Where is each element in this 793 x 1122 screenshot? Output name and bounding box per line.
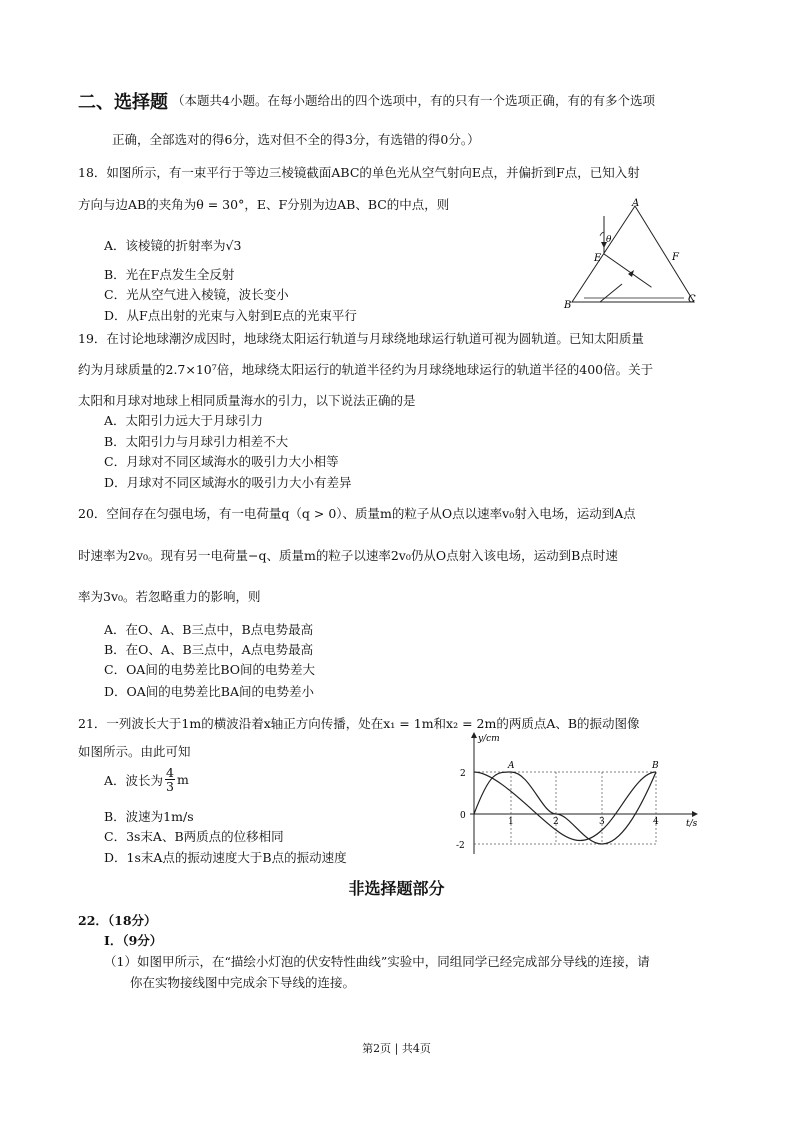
label-c: C	[688, 294, 696, 305]
ytick-2: 2	[460, 769, 466, 779]
curve-label-a: A	[508, 761, 515, 771]
ytick-0: 0	[460, 811, 466, 821]
q19-stem-line2: 约为月球质量的2.7×10⁷倍，地球绕太阳运行的轨道半径约为月球绕地球运行的轨道半径的400倍。关于	[78, 362, 654, 377]
xtick-4: 4	[653, 817, 659, 827]
q22-sub-heading: I．（9分）	[104, 933, 163, 948]
label-e: E	[594, 253, 602, 264]
q20-stem-line3: 率为3v₀。若忽略重力的影响，则	[78, 589, 261, 604]
y-axis-arrow	[471, 732, 477, 738]
q21-option-a-unit: m	[176, 772, 189, 788]
q19-stem-line3: 太阳和月球对地球上相同质量海水的引力，以下说法正确的是	[78, 393, 416, 408]
q20-option-d: D．OA间的电势差比BA间的电势差小	[104, 684, 315, 699]
section-note-line1: （本题共4小题。在每小题给出的四个选项中，有的只有一个选项正确，有的有多个选项	[172, 93, 655, 108]
q20-option-a: A．在O、A、B三点中，B点电势最高	[104, 622, 314, 637]
prism-figure	[560, 198, 710, 310]
theta-arc	[600, 232, 604, 236]
label-f: F	[672, 252, 679, 263]
q18-stem-line2: 方向与边AB的夹角为θ = 30°，E、F分别为边AB、BC的中点，则	[78, 197, 450, 212]
q21-option-b: B．波速为1m/s	[104, 809, 194, 824]
q22-item1-line1: （1）如图甲所示，在“描绘小灯泡的伏安特性曲线”实验中，同组同学已经完成部分导线的连接，请	[104, 954, 650, 969]
fraction-denominator: 3	[166, 779, 174, 795]
q18-option-c: C．光从空气进入棱镜，波长变小	[104, 287, 289, 302]
section-note-line2: 正确，全部选对的得6分，选对但不全的得3分，有选错的得0分。）	[112, 132, 480, 147]
q20-stem-line1: 20．空间存在匀强电场，有一电荷量q（q > 0）、质量m的粒子从O点以速率v₀射入电场，运动到A点	[78, 506, 636, 521]
q21-stem-line1: 21．一列波长大于1m的横波沿着x轴正方向传播，处在x₁ = 1m和x₂ = 2m的两质点A、B的振动图像	[78, 716, 640, 731]
q21-option-c: C．3s末A、B两质点的位移相同	[104, 829, 284, 844]
q21-option-a	[104, 766, 189, 793]
q21-stem-line2: 如图所示。由此可知	[78, 744, 191, 759]
q18-stem-line1: 18．如图所示，有一束平行于等边三棱镜截面ABC的单色光从空气射向E点，并偏折到F点，已知入射	[78, 165, 640, 180]
xtick-3: 3	[599, 817, 605, 827]
refracted-ray	[604, 254, 652, 287]
q22-heading: 22．（18分）	[78, 913, 157, 928]
graph-ylabel: y/cm	[478, 734, 500, 744]
label-b: B	[564, 300, 572, 310]
part2-title: 非选择题部分	[348, 879, 445, 898]
q22-item1-line2: 你在实物接线图中完成余下导线的连接。	[130, 975, 356, 990]
wave-b	[474, 772, 656, 841]
q19-option-c: C．月球对不同区域海水的吸引力大小相等	[104, 454, 339, 469]
q19-option-d: D．月球对不同区域海水的吸引力大小有差异	[104, 475, 352, 490]
fraction-numerator: 4	[166, 765, 174, 780]
q18-option-a: A．该棱镜的折射率为√3	[104, 238, 242, 253]
q20-option-c: C．OA间的电势差比BO间的电势差大	[104, 662, 316, 677]
q19-stem-line1: 19．在讨论地球潮汐成因时，地球绕太阳运行轨道与月球绕地球运行轨道可视为圆轨道。已知太阳质量	[78, 331, 644, 346]
q20-stem-line2: 时速率为2v₀。现有另一电荷量−q、质量m的粒子以速率2v₀仍从O点射入该电场，运动到B点时速	[78, 548, 618, 563]
label-a: A	[632, 198, 640, 209]
q18-option-d: D．从F点出射的光束与入射到E点的光束平行	[104, 308, 357, 323]
xtick-1: 1	[508, 817, 514, 827]
q20-option-b: B．在O、A、B三点中，A点电势最高	[104, 642, 314, 657]
xtick-2: 2	[553, 817, 559, 827]
q21-option-a-prefix: A．波长为	[104, 772, 164, 788]
q21-fraction	[165, 766, 175, 793]
curve-label-b: B	[652, 761, 659, 771]
label-theta: θ	[606, 235, 612, 245]
page-footer: 第2页 | 共4页	[362, 1042, 431, 1055]
exit-ray	[600, 284, 622, 302]
graph-xlabel: t/s	[686, 819, 698, 829]
vibration-graph	[452, 730, 702, 860]
wave-a	[474, 772, 656, 844]
q19-option-b: B．太阳引力与月球引力相差不大	[104, 434, 289, 449]
x-axis-arrow	[692, 811, 698, 817]
q21-option-d: D．1s末A点的振动速度大于B点的振动速度	[104, 850, 347, 865]
ytick-neg2: -2	[456, 841, 465, 851]
q19-option-a: A．太阳引力远大于月球引力	[104, 413, 264, 428]
section-title: 二、选择题	[78, 92, 168, 113]
q18-option-b: B．光在F点发生全反射	[104, 267, 235, 282]
